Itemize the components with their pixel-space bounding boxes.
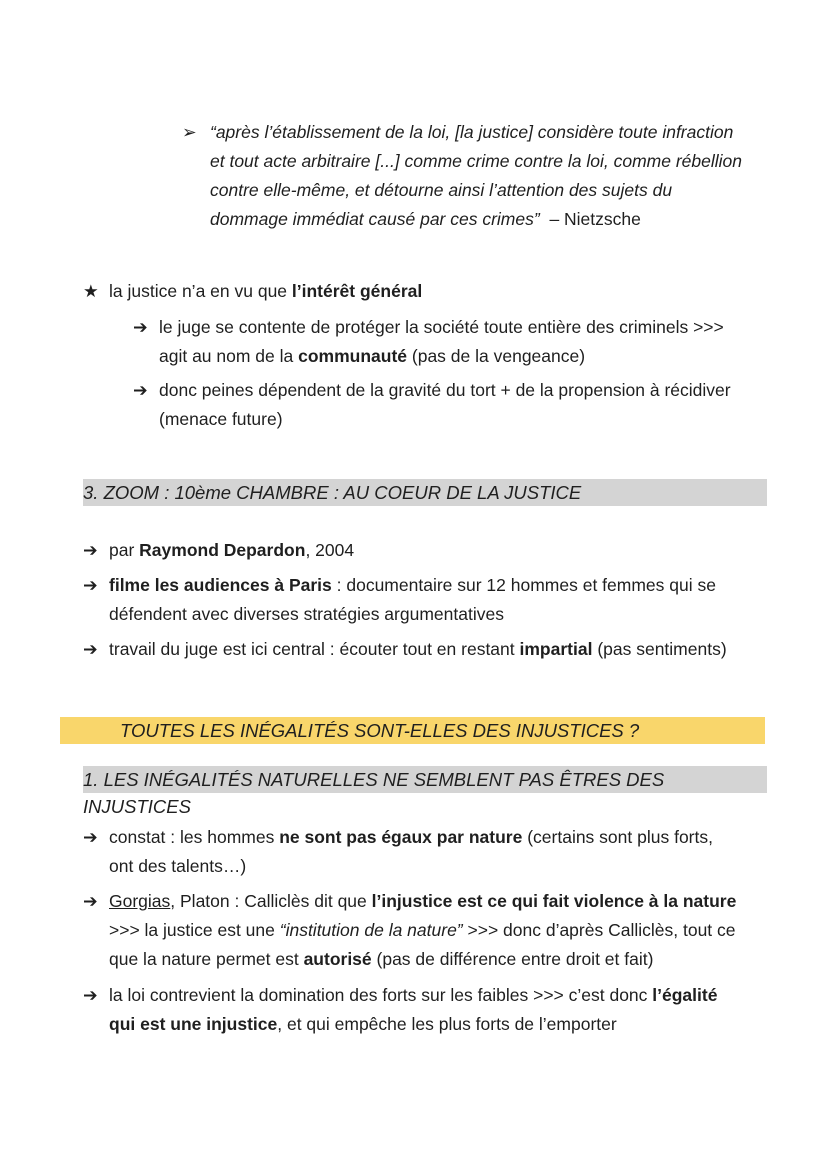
gorgias-reference: Gorgias xyxy=(109,891,171,911)
arrow-icon: ➔ xyxy=(83,827,98,847)
section1-item-2: ➔ Gorgias, Platon : Calliclès dit que l’injustice est ce qui fait violence à la nature >>> la justice est une “institution de la nature” >>> donc d’après Calliclès, tout ce que la nature permet est autorisé (pas de différence entre droit et fait) xyxy=(83,887,783,974)
arrow-icon: ➔ xyxy=(83,540,98,560)
star-point xyxy=(83,277,783,306)
quote-line-2: et tout acte arbitraire [...] comme crime contre la loi, comme rébellion xyxy=(210,151,743,171)
arrow-icon: ➔ xyxy=(83,639,98,659)
quote-line-3: contre elle-même, et détourne ainsi l’attention des sujets du xyxy=(210,180,673,200)
quote-text xyxy=(210,118,782,234)
star-sub-item-1: ➔ le juge se contente de protéger la société toute entière des criminels >>> agit au nom de la communauté (pas de la vengeance) xyxy=(133,313,793,371)
arrow-icon: ➔ xyxy=(83,575,98,595)
section1-item-1: ➔ constat : les hommes ne sont pas égaux par nature (certains sont plus forts, ont des talents…) xyxy=(83,823,783,881)
arrow-icon: ➔ xyxy=(83,891,98,911)
quote-author: – Nietzsche xyxy=(549,209,641,229)
part-title: TOUTES LES INÉGALITÉS SONT-ELLES DES INJUSTICES ? xyxy=(60,717,765,744)
star-icon: ★ xyxy=(83,281,99,301)
arrow-icon: ➔ xyxy=(83,985,98,1005)
quote-bullet: ➢ xyxy=(182,122,197,142)
section3-item-1: ➔ par Raymond Depardon, 2004 xyxy=(83,536,783,565)
arrow-icon: ➔ xyxy=(133,317,148,337)
quote-line-4: dommage immédiat causé par ces crimes” – Nietzsche xyxy=(210,209,641,229)
star-sub-item-2: ➔ donc peines dépendent de la gravité du tort + de la propension à récidiver (menace future) xyxy=(133,376,793,434)
section1-heading: 1. LES INÉGALITÉS NATURELLES NE SEMBLENT PAS ÊTRES DES INJUSTICES xyxy=(83,766,767,793)
quote-block xyxy=(182,118,782,234)
arrow-icon: ➔ xyxy=(133,380,148,400)
star-point-text: la justice n’a en vu que l’intérêt général xyxy=(109,281,423,301)
section3-item-3: ➔ travail du juge est ici central : écouter tout en restant impartial (pas sentiments) xyxy=(83,635,783,664)
section1-item-3: ➔ la loi contrevient la domination des forts sur les faibles >>> c’est donc l’égalité qui est une injustice, et qui empêche les plus forts de l’emporter xyxy=(83,981,783,1039)
section3-heading: 3. ZOOM : 10ème CHAMBRE : AU COEUR DE LA JUSTICE xyxy=(83,479,767,506)
section3-item-2: ➔ filme les audiences à Paris : documentaire sur 12 hommes et femmes qui se défendent avec diverses stratégies argumentatives xyxy=(83,571,783,629)
quote-line-1: “après l’établissement de la loi, [la justice] considère toute infraction xyxy=(210,122,734,142)
